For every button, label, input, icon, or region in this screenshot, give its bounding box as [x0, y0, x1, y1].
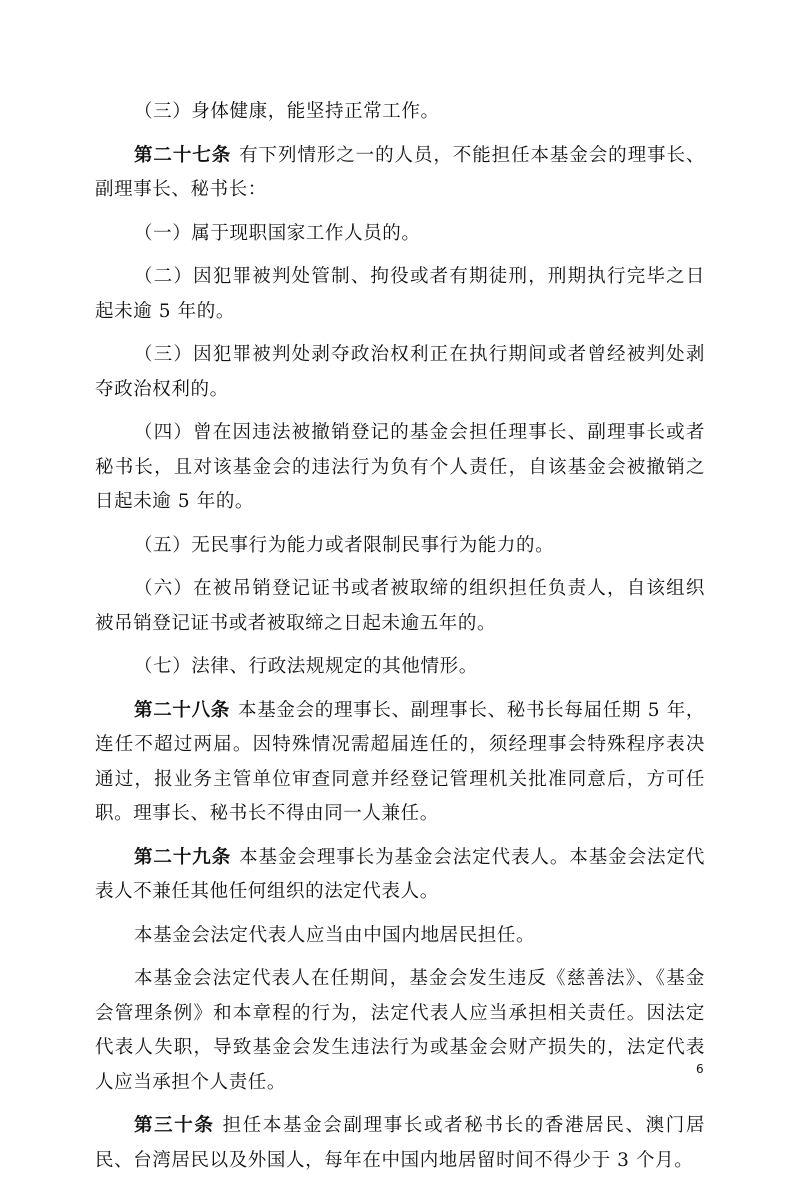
article-29 [95, 841, 705, 910]
clause-item-2 [95, 260, 705, 329]
article-29-paragraph-2 [95, 919, 705, 954]
paragraph-text: （一）属于现职国家工作人员的。 [134, 222, 421, 244]
paragraph-text: （七）法律、行政法规规定的其他情形。 [134, 656, 478, 677]
article-heading: 第三十条 [134, 1115, 215, 1136]
paragraph-text: （五）无民事行为能力或者限制民事行为能力的。 [134, 534, 555, 556]
clause-item-4 [95, 416, 705, 520]
document-body [95, 95, 705, 1187]
article-28 [95, 694, 705, 832]
paragraph-text: 本基金会的理事长、副理事长、秘书长每届任期 5 年，连任不超过两届。因特殊情况需超届连任的，须经理事会特殊程序表决通过，报业务主管单位审查同意并经登记管理机关批准同意后，方可任职。理事长、秘书长不得由同一人兼任。 [95, 699, 705, 824]
clause-item-3-health [95, 95, 705, 130]
paragraph-text: 担任本基金会副理事长或者秘书长的香港居民、澳门居民、台湾居民以及外国人，每年在中国内地居留时间不得少于 3 个月。 [95, 1115, 705, 1171]
paragraph-text: （二）因犯罪被判处管制、拘役或者有期徒刑，刑期执行完毕之日起未逾 5 年的。 [95, 266, 705, 322]
paragraph-text: 本基金会法定代表人在任期间，基金会发生违反《慈善法》、《基金会管理条例》和本章程的行为，法定代表人应当承担相关责任。因法定代表人失职，导致基金会发生违法行为或基金会财产损失的，法定代表人应当承担个人责任。 [95, 968, 705, 1093]
clause-item-5 [95, 529, 705, 564]
article-heading: 第二十七条 [134, 144, 232, 166]
article-27 [95, 139, 705, 208]
page-number: 6 [696, 1062, 704, 1076]
paragraph-text: 本基金会法定代表人应当由中国内地居民担任。 [134, 924, 536, 946]
paragraph-text: （三）身体健康，能坚持正常工作。 [134, 101, 440, 122]
article-heading: 第二十九条 [134, 846, 232, 868]
paragraph-text: （六）在被吊销登记证书或者被取缔的组织担任负责人，自该组织被吊销登记证书或者被取缔之日起未逾五年的。 [95, 578, 705, 634]
paragraph-text: 本基金会理事长为基金会法定代表人。本基金会法定代表人不兼任其他任何组织的法定代表人。 [95, 846, 705, 902]
clause-item-3 [95, 338, 705, 407]
article-heading: 第二十八条 [134, 699, 230, 721]
paragraph-text: （三）因犯罪被判处剥夺政治权利正在执行期间或者曾经被判处剥夺政治权利的。 [95, 344, 705, 400]
paragraph-text: 有下列情形之一的人员，不能担任本基金会的理事长、副理事长、秘书长： [95, 144, 705, 200]
paragraph-text: （四）曾在因违法被撤销登记的基金会担任理事长、副理事长或者秘书长，且对该基金会的违法行为负有个人责任，自该基金会被撤销之日起未逾 5 年的。 [95, 422, 705, 512]
article-30 [95, 1109, 705, 1178]
clause-item-6 [95, 572, 705, 641]
article-29-paragraph-3 [95, 962, 705, 1100]
clause-item-7 [95, 650, 705, 685]
clause-item-1 [95, 217, 705, 252]
